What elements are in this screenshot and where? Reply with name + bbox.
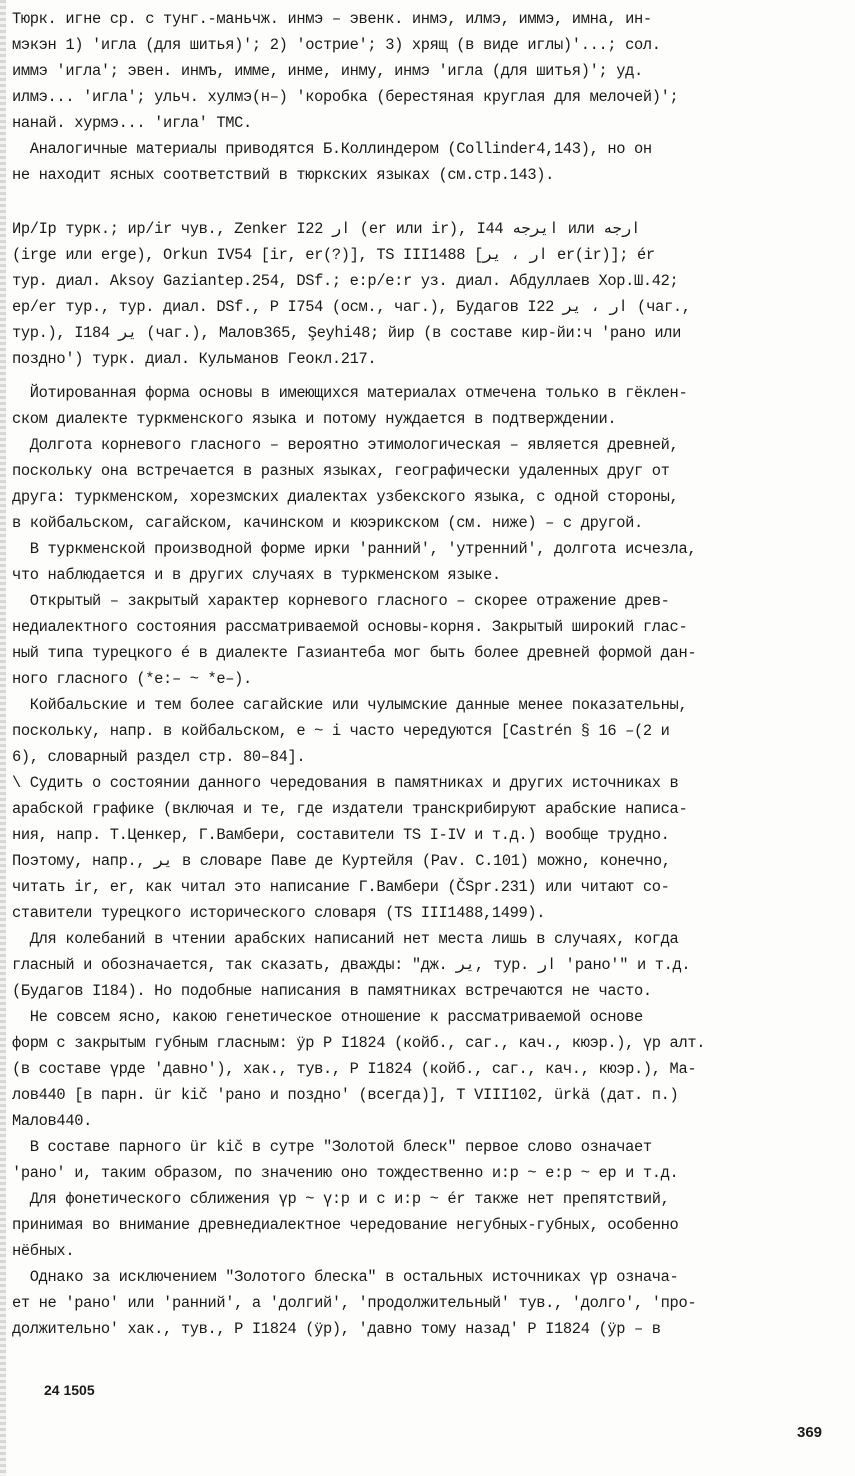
section-gap xyxy=(12,188,842,216)
text-line: Не совсем ясно, какою генетическое отношение к рассматриваемой основе xyxy=(12,1008,643,1026)
text-line: должительно' хак., тув., P I1824 (ӱр), 'давно тому назад' P I1824 (ӱр – в xyxy=(12,1320,661,1338)
paragraph xyxy=(12,1134,842,1186)
text-line: Долгота корневого гласного – вероятно этимологическая – является древней, xyxy=(12,436,679,454)
paragraph xyxy=(12,536,842,588)
printer-signature: 24 1505 xyxy=(44,1382,95,1398)
text-line: поскольку она встречается в разных языках, географически удаленных друг от xyxy=(12,462,670,480)
text-line: (irge или erge), Orkun IV54 [ir, er(?)], TS III1488 [ار ، ير er(ir)]; ér xyxy=(12,246,655,264)
paragraph xyxy=(12,770,842,926)
text-line: (Будагов I184). Но подобные написания в памятниках встречаются не часто. xyxy=(12,982,652,1000)
text-line: Для фонетического сближения үр ~ ү:р и с и:р ~ ér также нет препятствий, xyxy=(12,1190,670,1208)
text-line: Поэтому, напр., ير в словаре Паве де Куртейля (Pav. C.101) можно, конечно, xyxy=(12,852,671,870)
text-line: В составе парного ür kič в сутре "Золотой блеск" первое слово означает xyxy=(12,1138,652,1156)
text-line: Однако за исключением "Золотого блеска" в остальных источниках үр означа- xyxy=(12,1268,679,1286)
text-line: нёбных. xyxy=(12,1242,75,1260)
paragraph xyxy=(12,588,842,692)
text-line: не находит ясных соответствий в тюркских языках (см.стр.143). xyxy=(12,166,555,184)
text-line: ер/er тур., тур. диал. DSf., P I754 (осм., чаг.), Будагов I22 ار ، ير (чаг., xyxy=(12,298,691,316)
text-line: недиалектного состояния рассматриваемой основы-корня. Закрытый широкий глас- xyxy=(12,618,688,636)
text-line: что наблюдается и в других случаях в туркменском языке. xyxy=(12,566,501,584)
text-line: ния, напр. Т.Ценкер, Г.Вамбери, составители TS I-IV и т.д.) вообще трудно. xyxy=(12,826,670,844)
text-line: Йотированная форма основы в имеющихся материалах отмечена только в гёклен- xyxy=(12,384,688,402)
paragraph xyxy=(12,136,842,188)
paragraph xyxy=(12,432,842,536)
text-line: гласный и обозначается, так сказать, дважды: "дж. ير, тур. ار 'рано'" и т.д. xyxy=(12,956,691,974)
text-line: ет не 'рано' или 'ранний', а 'долгий', 'продолжительный' тув., 'долго', 'про- xyxy=(12,1294,697,1312)
text-line: (в составе үрде 'давно'), хак., тув., P I1824 (койб., саг., кач., кюэр.), Ма- xyxy=(12,1060,697,1078)
text-line: арабской графике (включая и те, где издатели транскрибируют арабские написа- xyxy=(12,800,688,818)
paragraph xyxy=(12,926,842,1004)
text-line: читать ir, er, как читал это написание Г.Вамбери (ČSpr.231) или читают со- xyxy=(12,878,670,896)
text-line: нанай. хурмэ... 'игла' ТМС. xyxy=(12,114,252,132)
text-line: в койбальском, сагайском, качинском и кюэрикском (см. ниже) – с другой. xyxy=(12,514,643,532)
scan-edge-shadow xyxy=(0,0,6,1476)
text-line: Койбальские и тем более сагайские или чулымские данные менее показательны, xyxy=(12,696,688,714)
text-line: поскольку, напр. в койбальском, е ~ і часто чередуются [Castrén § 16 –(2 и xyxy=(12,722,670,740)
text-line: Аналогичные материалы приводятся Б.Коллиндером (Collinder4,143), но он xyxy=(12,140,652,158)
text-line: \ Судить о состоянии данного чередования в памятниках и других источниках в xyxy=(12,774,679,792)
paragraph xyxy=(12,1264,842,1342)
text-line: ставители турецкого исторического словаря (TS III1488,1499). xyxy=(12,904,546,922)
text-line: тур. диал. Aksoy Gaziantep.254, DSf.; е:р/е:r уз. диал. Абдуллаев Хор.Ш.42; xyxy=(12,272,679,290)
text-line: 6), словарный раздел стр. 80–84]. xyxy=(12,748,306,766)
text-line: Для колебаний в чтении арабских написаний нет места лишь в случаях, когда xyxy=(12,930,679,948)
paragraph xyxy=(12,692,842,770)
text-line: Открытый – закрытый характер корневого гласного – скорее отражение древ- xyxy=(12,592,670,610)
text-line: поздно') турк. диал. Кульманов Геокл.217. xyxy=(12,350,377,368)
text-line: Тюрк. игне ср. с тунг.-маньчж. инмэ – эвенк. инмэ, илмэ, иммэ, имна, ин- xyxy=(12,10,652,28)
text-line: ском диалекте туркменского языка и потому нуждается в подтверждении. xyxy=(12,410,617,428)
page-number: 369 xyxy=(797,1424,823,1441)
text-line: ный типа турецкого é в диалекте Газиантеба мог быть более древней формой дан- xyxy=(12,644,697,662)
text-line: Ир/Ір турк.; ир/ir чув., Zenker I22 ار (er или ir), I44 ايرجه или ارجه xyxy=(12,220,641,238)
text-line: Малов440. xyxy=(12,1112,92,1130)
text-line: принимая во внимание древнедиалектное чередование негубных-губных, особенно xyxy=(12,1216,679,1234)
text-line: форм с закрытым губным гласным: ӱр P I1824 (койб., саг., кач., кюэр.), үр алт. xyxy=(12,1034,706,1052)
section-gap xyxy=(12,372,842,380)
text-column xyxy=(12,6,842,1342)
text-line: иммэ 'игла'; эвен. инмъ, имме, инме, инму, инмэ 'игла (для шитья)'; уд. xyxy=(12,62,643,80)
text-line: ного гласного (*е:– ~ *е–). xyxy=(12,670,252,688)
text-line: друга: туркменском, хорезмских диалектах узбекского языка, с одной стороны, xyxy=(12,488,679,506)
paragraph xyxy=(12,380,842,432)
paragraph xyxy=(12,216,842,372)
text-line: В туркменской производной форме ирки 'ранний', 'утренний', долгота исчезла, xyxy=(12,540,697,558)
text-line: 'рано' и, таким образом, по значению оно тождественно и:р ~ е:р ~ ер и т.д. xyxy=(12,1164,679,1182)
paragraph xyxy=(12,6,842,136)
text-line: лов440 [в парн. ür kič 'рано и поздно' (всегда)], T VIII102, ürkä (дат. п.) xyxy=(12,1086,679,1104)
text-line: илмэ... 'игла'; ульч. хулмэ(н–) 'коробка (берестяная круглая для мелочей)'; xyxy=(12,88,679,106)
text-line: мэкэн 1) 'игла (для шитья)'; 2) 'острие'; 3) хрящ (в виде иглы)'...; сол. xyxy=(12,36,661,54)
paragraph xyxy=(12,1186,842,1264)
paragraph xyxy=(12,1004,842,1134)
text-line: тур.), I184 ير (чаг.), Малов365, Şeyhi48; йир (в составе кир-йи:ч 'рано или xyxy=(12,324,681,342)
